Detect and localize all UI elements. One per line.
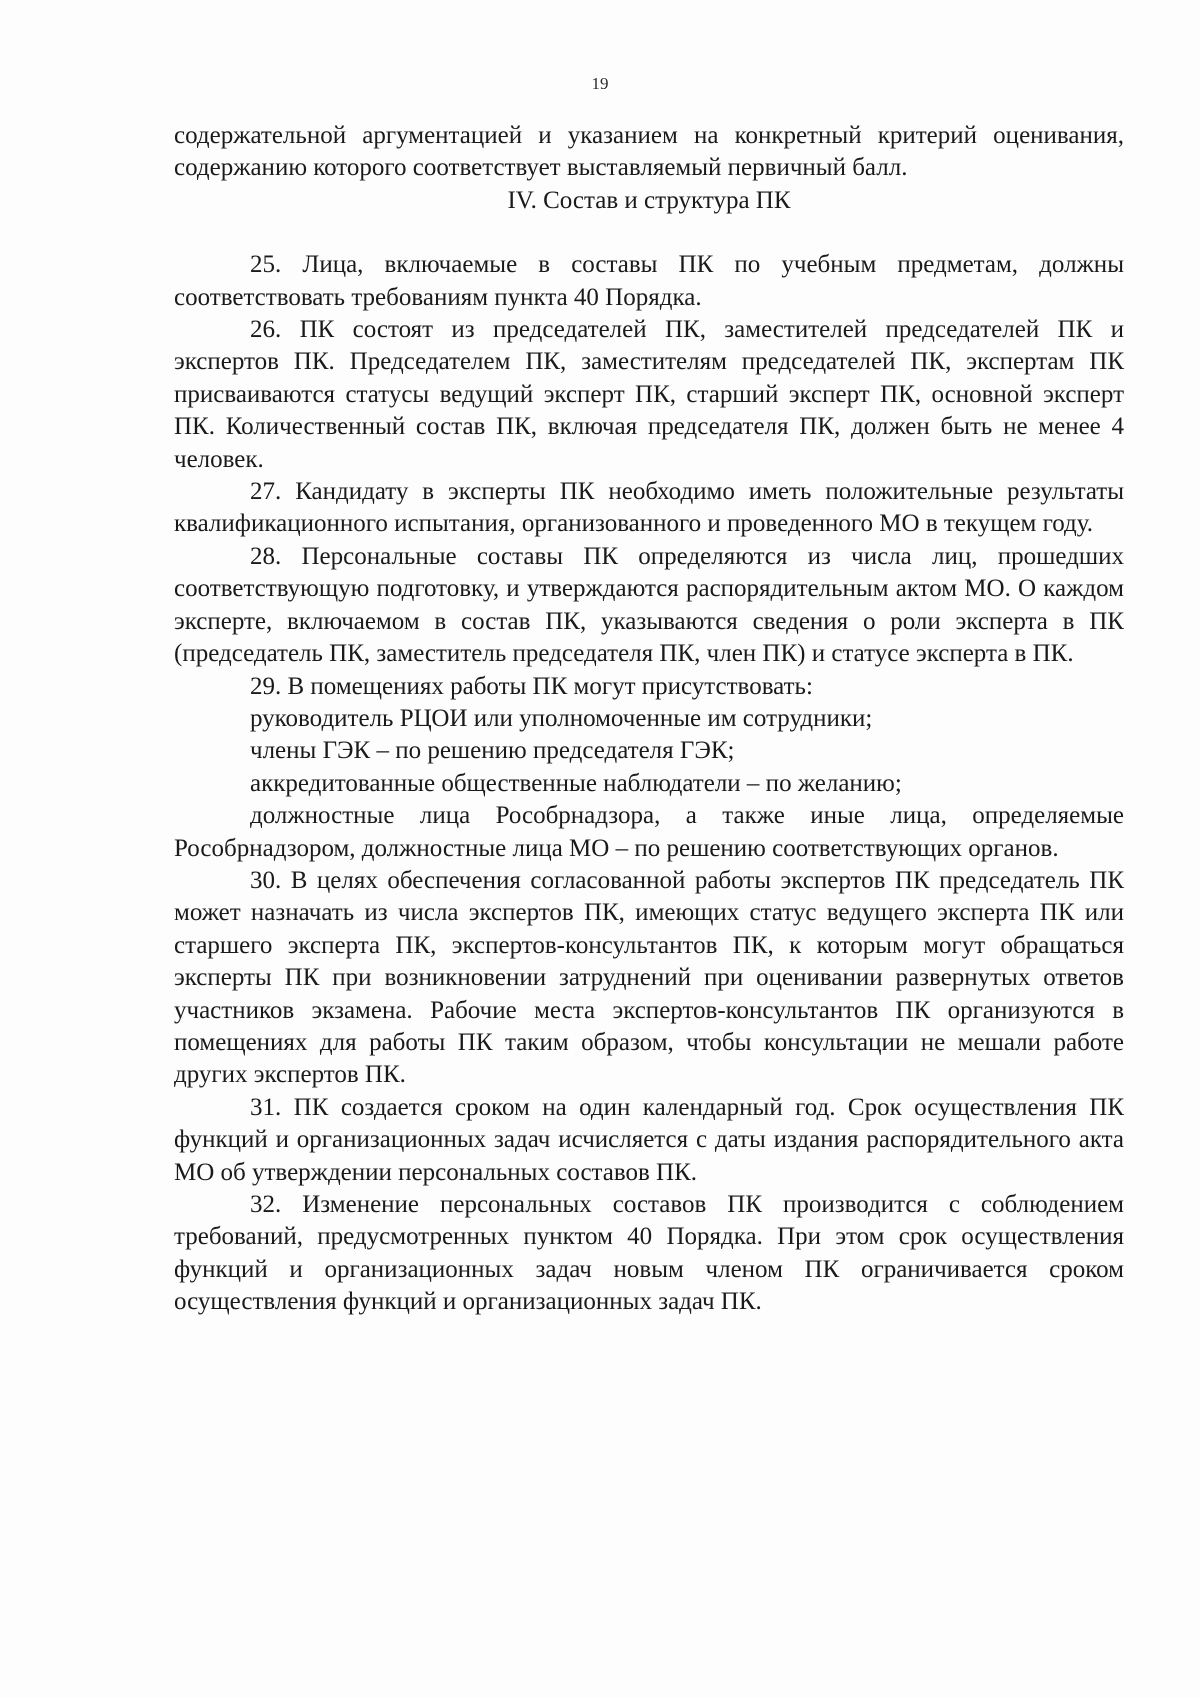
list-item-observers: аккредитованные общественные наблюдатели – по желанию; xyxy=(250,769,902,797)
paragraph-25: 25. Лица, включаемые в составы ПК по учебным предметам, должны соответствовать требованиям пункта 40 Порядка. xyxy=(174,251,1124,311)
paragraph-26: 26. ПК состоят из председателей ПК, заместителей председателей ПК и экспертов ПК. Председателем ПК, заместителям председателей ПК, экспертам ПК присваиваются статусы ведущий эксперт ПК, старший эксперт ПК, основной эксперт ПК. Количественный состав ПК, включая председателя ПК, должен быть не менее 4 человек. xyxy=(174,316,1124,473)
document-body xyxy=(174,120,1124,1319)
paragraph-27: 27. Кандидату в эксперты ПК необходимо иметь положительные результаты квалификационного испытания, организованного и проведенного МО в текущем году. xyxy=(174,478,1124,538)
list-item-gek: члены ГЭК – по решению председателя ГЭК; xyxy=(250,737,735,765)
continuation-paragraph: содержательной аргументацией и указанием на конкретный критерий оценивания, содержанию которого соответствует выставляемый первичный балл. xyxy=(174,122,1124,182)
paragraph-32: 32. Изменение персональных составов ПК производится с соблюдением требований, предусмотренных пунктом 40 Порядка. При этом срок осуществления функций и организационных задач новым членом ПК ограничивается сроком осуществления функций и организационных задач ПК. xyxy=(174,1191,1124,1316)
paragraph-28: 28. Персональные составы ПК определяются из числа лиц, прошедших соответствующую подготовку, и утверждаются распорядительным актом МО. О каждом эксперте, включаемом в состав ПК, указываются сведения о роли эксперта в ПК (председатель ПК, заместитель председателя ПК, член ПК) и статусе эксперта в ПК. xyxy=(174,542,1124,668)
page-number: 19 xyxy=(591,74,609,93)
list-item-officials: должностные лица Рособрнадзора, а также иные лица, определяемые Рособрнадзором, должностные лица МО – по решению соответствующих органов. xyxy=(174,802,1124,862)
paragraph-30: 30. В целях обеспечения согласованной работы экспертов ПК председатель ПК может назначать из числа экспертов ПК, имеющих статус ведущего эксперта ПК или старшего эксперта ПК, экспертов-консультантов ПК, к которым могут обращаться эксперты ПК при возникновении затруднений при оценивании развернутых ответов участников экзамена. Рабочие места экспертов-консультантов ПК организуются в помещениях для работы ПК таким образом, чтобы консультации не мешали работе других экспертов ПК. xyxy=(174,866,1124,1089)
list-item-rcoi: руководитель РЦОИ или уполномоченные им сотрудники; xyxy=(250,704,873,732)
paragraph-29: 29. В помещениях работы ПК могут присутствовать: xyxy=(250,672,813,700)
paragraph-31: 31. ПК создается сроком на один календарный год. Срок осуществления ПК функций и организационных задач исчисляется с даты издания распорядительного акта МО об утверждении персональных составов ПК. xyxy=(174,1093,1124,1186)
section-heading: IV. Состав и структура ПК xyxy=(507,186,791,214)
